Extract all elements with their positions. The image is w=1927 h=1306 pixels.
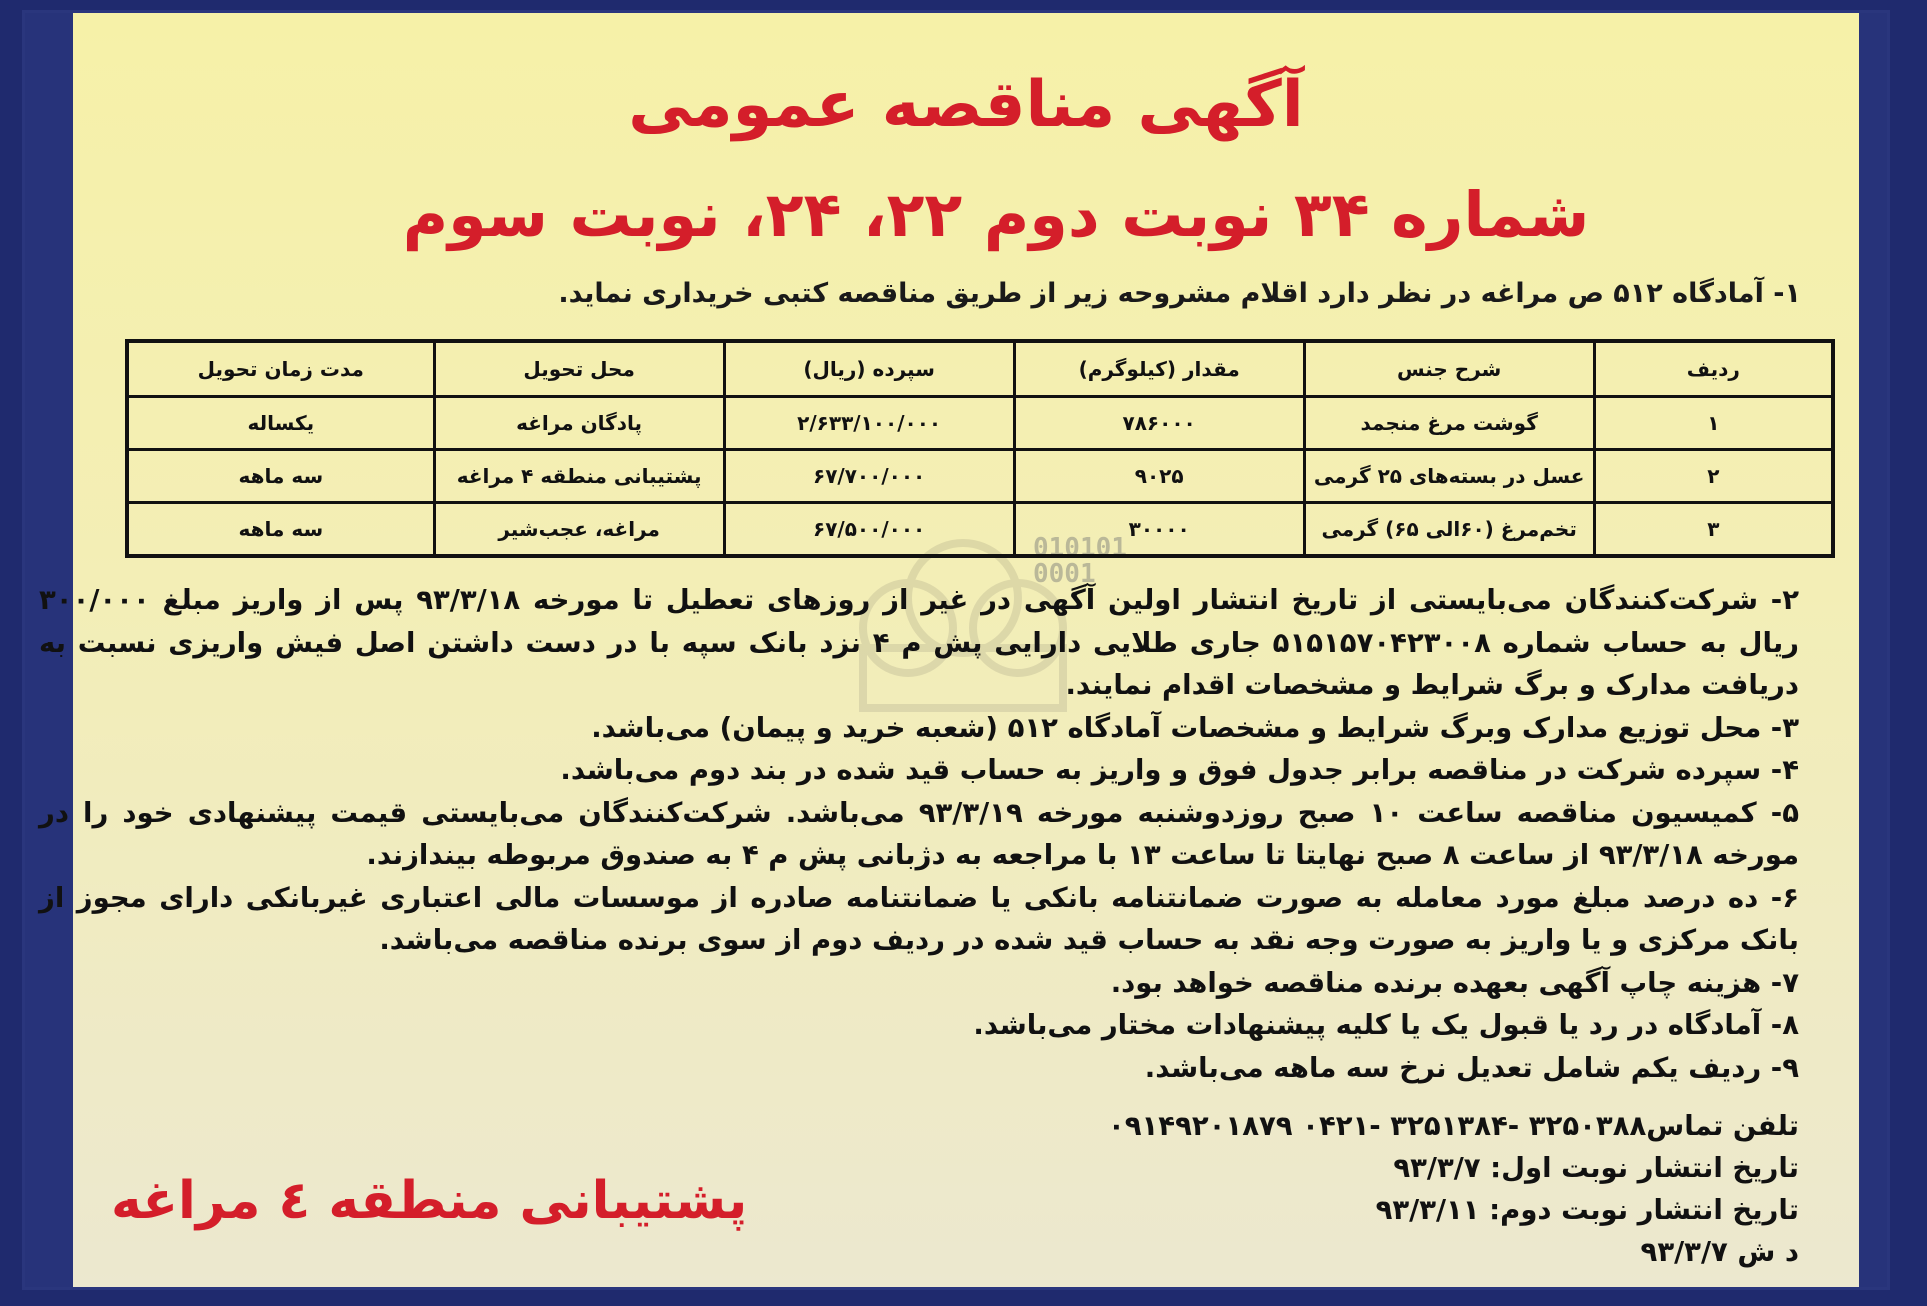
table-row	[127, 450, 1833, 503]
ad-title: آگهی مناقصه عمومی	[628, 68, 1304, 142]
cell-delivery-time: سه ماهه	[127, 503, 434, 557]
advertisement-frame	[22, 10, 1890, 1290]
cell-deposit: ۲/۶۳۳/۱۰۰/۰۰۰	[724, 397, 1014, 450]
col-header-deposit: سپرده (ریال)	[724, 341, 1014, 397]
col-header-quantity: مقدار (کیلوگرم)	[1014, 341, 1304, 397]
clause-9: ۹- ردیف یکم شامل تعدیل نرخ سه ماهه می‌باشد.	[1144, 1051, 1799, 1084]
advertisement-body	[39, 13, 1859, 1287]
clause-5: ۵- کمیسیون مناقصه ساعت ۱۰ صبح روزدوشنبه مورخه ۹۳/۳/۱۹ می‌باشد. شرکت‌کنندگان می‌بایستی قیمت پیشنهادی خود را در مورخه ۹۳/۳/۱۸ از ساعت ۸ صبح نهایتا تا ساعت ۱۳ با مراجعه به دژبانی پش م ۴ به صندوق مربوطه بیندازند.	[39, 796, 1799, 871]
items-table	[125, 339, 1835, 558]
clause-7: ۷- هزینه چاپ آگهی بعهده برنده مناقصه خواهد بود.	[1110, 966, 1799, 999]
cell-delivery-place: پشتیبانی منطقه ۴ مراغه	[434, 450, 724, 503]
ad-subtitle: شماره ۳۴ نوبت دوم ۲۲، ۲۴، نوبت سوم	[402, 178, 1590, 251]
cell-description: گوشت مرغ منجمد	[1304, 397, 1594, 450]
cell-row-number: ۲	[1594, 450, 1833, 503]
col-header-description: شرح جنس	[1304, 341, 1594, 397]
cell-row-number: ۱	[1594, 397, 1833, 450]
cell-deposit: ۶۷/۷۰۰/۰۰۰	[724, 450, 1014, 503]
cell-quantity: ۳۰۰۰۰	[1014, 503, 1304, 557]
right-border	[1859, 13, 1887, 1287]
col-header-row-number: ردیف	[1594, 341, 1833, 397]
cell-delivery-time: سه ماهه	[127, 450, 434, 503]
col-header-delivery-place: محل تحویل	[434, 341, 724, 397]
cell-delivery-place: پادگان مراغه	[434, 397, 724, 450]
clause-6: ۶- ده درصد مبلغ مورد معامله به صورت ضمانتنامه بانکی یا ضمانتنامه صادره از موسسات مالی اعتباری غیربانکی دارای مجوز از بانک مرکزی و یا واریز به صورت وجه نقد به حساب قید شده در ردیف دوم از سوی برنده مناقصه می‌باشد.	[39, 881, 1799, 956]
cell-description: تخم‌مرغ (۶۰الی ۶۵) گرمی	[1304, 503, 1594, 557]
col-header-delivery-time: مدت زمان تحویل	[127, 341, 434, 397]
cell-delivery-place: مراغه، عجب‌شیر	[434, 503, 724, 557]
table-row	[127, 397, 1833, 450]
cell-row-number: ۳	[1594, 503, 1833, 557]
cell-quantity: ۷۸۶۰۰۰	[1014, 397, 1304, 450]
second-publication-date: تاریخ انتشار نوبت دوم: ۹۳/۳/۱۱	[1375, 1194, 1799, 1226]
first-publication-date: تاریخ انتشار نوبت اول: ۹۳/۳/۷	[1393, 1152, 1799, 1184]
watermark-number-line: 010101	[1033, 533, 1127, 563]
contact-block	[799, 1105, 1799, 1273]
cell-quantity: ۹۰۲۵	[1014, 450, 1304, 503]
watermark-number-line: 0001	[1033, 559, 1096, 589]
cell-deposit: ۶۷/۵۰۰/۰۰۰	[724, 503, 1014, 557]
clause-2: ۲- شرکت‌کنندگان می‌بایستی از تاریخ انتشار اولین آگهی در غیر از روزهای تعطیل تا مورخه ۹۳/۳/۱۸ پس از واریز مبلغ ۳۰۰/۰۰۰ ریال به حساب شماره ۵۱۵۱۵۷۰۴۲۳۰۰۸ جاری طلایی دارایی پش م ۴ نزد بانک سپه با در دست داشتن اصل فیش واریزی نسبت به دریافت مدارک و برگ شرایط و مشخصات اقدام نمایند.	[39, 584, 1799, 701]
cell-description: عسل در بسته‌های ۲۵ گرمی	[1304, 450, 1594, 503]
clause-3: ۳- محل توزیع مدارک وبرگ شرایط و مشخصات آمادگاه ۵۱۲ (شعبه خرید و پیمان) می‌باشد.	[591, 711, 1799, 744]
issuer-signature: پشتیبانی منطقه ٤ مراغه	[111, 1171, 748, 1231]
clause-4: ۴- سپرده شرکت در مناقصه برابر جدول فوق و واریز به حساب قید شده در بند دوم می‌باشد.	[560, 754, 1799, 786]
cell-delivery-time: یکساله	[127, 397, 434, 450]
table-row	[127, 503, 1833, 557]
ad-code: د ش ۹۳/۳/۷	[1640, 1236, 1799, 1268]
contact-phone: تلفن تماس۳۲۵۰۳۸۸ -۳۲۵۱۳۸۴ -۰۴۲۱ ۰۹۱۴۹۲۰۱۸۷۹	[1107, 1110, 1799, 1142]
clause-1: ۱- آمادگاه ۵۱۲ ص مراغه در نظر دارد اقلام مشروحه زیر از طریق مناقصه کتبی خریداری نماید.	[558, 278, 1801, 309]
clause-8: ۸- آمادگاه در رد یا قبول یک یا کلیه پیشنهادات مختار می‌باشد.	[973, 1009, 1799, 1041]
clauses-list	[39, 579, 1799, 1089]
table-header-row	[127, 341, 1833, 397]
